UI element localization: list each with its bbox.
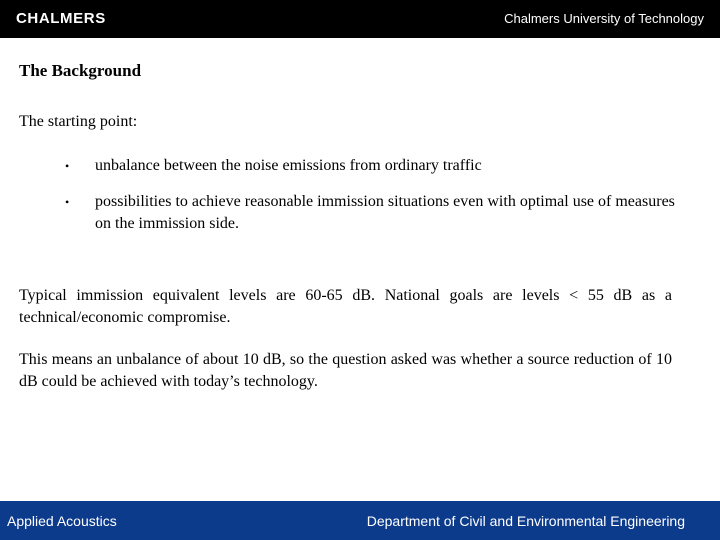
footer-left-text: Applied Acoustics (7, 513, 117, 529)
university-name: Chalmers University of Technology (504, 11, 704, 26)
bullet-list (19, 155, 679, 249)
footer-bar (0, 501, 720, 540)
bullet-item (19, 155, 679, 177)
header-bar (0, 0, 720, 38)
bullet-item (19, 191, 679, 235)
footer-right-text: Department of Civil and Environmental Engineering (366, 513, 685, 529)
lead-text: The starting point: (19, 113, 138, 130)
bullet-text: unbalance between the noise emissions from ordinary traffic (95, 157, 482, 174)
bullet-icon: • (65, 195, 70, 209)
paragraph-levels: Typical immission equivalent levels are 60-65 dB. National goals are levels < 55 dB as a technical/economic compromise. (19, 287, 672, 326)
chalmers-logo: CHALMERS (16, 10, 106, 27)
bullet-icon: • (65, 159, 70, 173)
bullet-text: possibilities to achieve reasonable immission situations even with optimal use of measures on the immission side. (95, 193, 675, 232)
paragraph-unbalance: This means an unbalance of about 10 dB, so the question asked was whether a source reduction of 10 dB could be achieved with today’s technology. (19, 351, 672, 390)
slide-title: The Background (19, 61, 142, 80)
